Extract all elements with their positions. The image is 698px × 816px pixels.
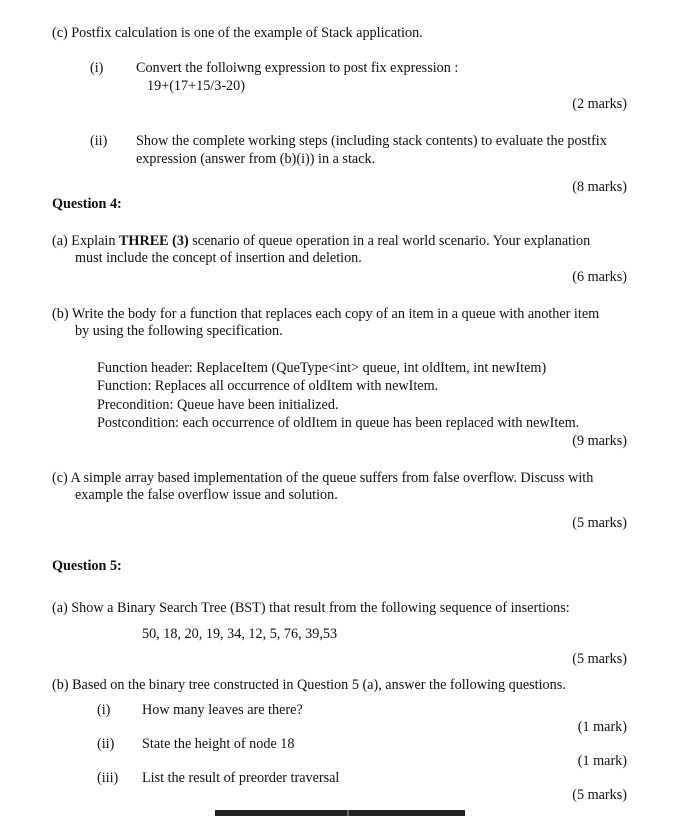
q4a-line2: must include the concept of insertion and deletion. <box>75 250 362 266</box>
q4c-marks: (5 marks) <box>572 515 627 531</box>
q4a-bold: THREE (3) <box>118 233 189 249</box>
q4c-line1: (c) A simple array based implementation of the queue suffers from false overflow. Discuss with <box>52 470 594 486</box>
q5b-ii-label: (ii) <box>97 736 115 752</box>
q5b-i-marks: (1 mark) <box>577 719 627 735</box>
q3c-ii-line2: expression (answer from (b)(i)) in a stack. <box>136 151 376 167</box>
q3c-i-expression: 19+(17+15/3-20) <box>147 78 245 94</box>
q4b-spec-function: Function: Replaces all occurrence of oldItem with newItem. <box>97 378 439 394</box>
q5b-ii-text: State the height of node 18 <box>142 736 295 752</box>
q5b-line1: (b) Based on the binary tree constructed in Question 5 (a), answer the following questions. <box>52 677 566 693</box>
q4b-line1: (b) Write the body for a function that replaces each copy of an item in a queue with another item <box>52 306 600 322</box>
q5b-iii-marks: (5 marks) <box>572 787 627 803</box>
q5b-iii-label: (iii) <box>97 770 119 786</box>
q5a-sequence: 50, 18, 20, 19, 34, 12, 5, 76, 39,53 <box>142 626 338 642</box>
q3c-i-text: Convert the folloiwng expression to post fix expression : <box>136 60 459 76</box>
q3c-i-label: (i) <box>90 60 104 76</box>
q3c-ii-line1: Show the complete working steps (including stack contents) to evaluate the postfix <box>136 133 607 149</box>
q5a-marks: (5 marks) <box>572 651 627 667</box>
toolbar-divider <box>347 810 349 816</box>
q5b-i-text: How many leaves are there? <box>142 702 303 718</box>
q4b-spec-header: Function header: ReplaceItem (QueType<int> queue, int oldItem, int newItem) <box>97 360 547 376</box>
question-5-title: Question 5: <box>52 558 122 574</box>
q4b-line2: by using the following specification. <box>75 323 283 339</box>
q4b-spec-precondition: Precondition: Queue have been initialized. <box>97 397 339 413</box>
q4b-marks: (9 marks) <box>572 433 627 449</box>
q4b-spec-postcondition: Postcondition: each occurrence of oldItem in queue has been replaced with newItem. <box>97 415 580 431</box>
q5b-i-label: (i) <box>97 702 111 718</box>
q4a-marks: (6 marks) <box>572 269 627 285</box>
q4a-pre: (a) Explain <box>52 233 119 249</box>
question-4-title: Question 4: <box>52 196 122 212</box>
q5a-line1: (a) Show a Binary Search Tree (BST) that result from the following sequence of insertions: <box>52 600 570 616</box>
q5b-iii-text: List the result of preorder traversal <box>142 770 340 786</box>
q4a-line1 <box>52 233 590 250</box>
q5b-ii-marks: (1 mark) <box>577 753 627 769</box>
q3c-heading: (c) Postfix calculation is one of the example of Stack application. <box>52 25 423 41</box>
q3c-i-marks: (2 marks) <box>572 96 627 112</box>
q4a-post: scenario of queue operation in a real world scenario. Your explanation <box>188 233 591 249</box>
q3c-ii-marks: (8 marks) <box>572 179 627 195</box>
q4c-line2: example the false overflow issue and solution. <box>75 487 338 503</box>
viewer-toolbar <box>215 810 465 816</box>
q3c-ii-label: (ii) <box>90 133 108 149</box>
